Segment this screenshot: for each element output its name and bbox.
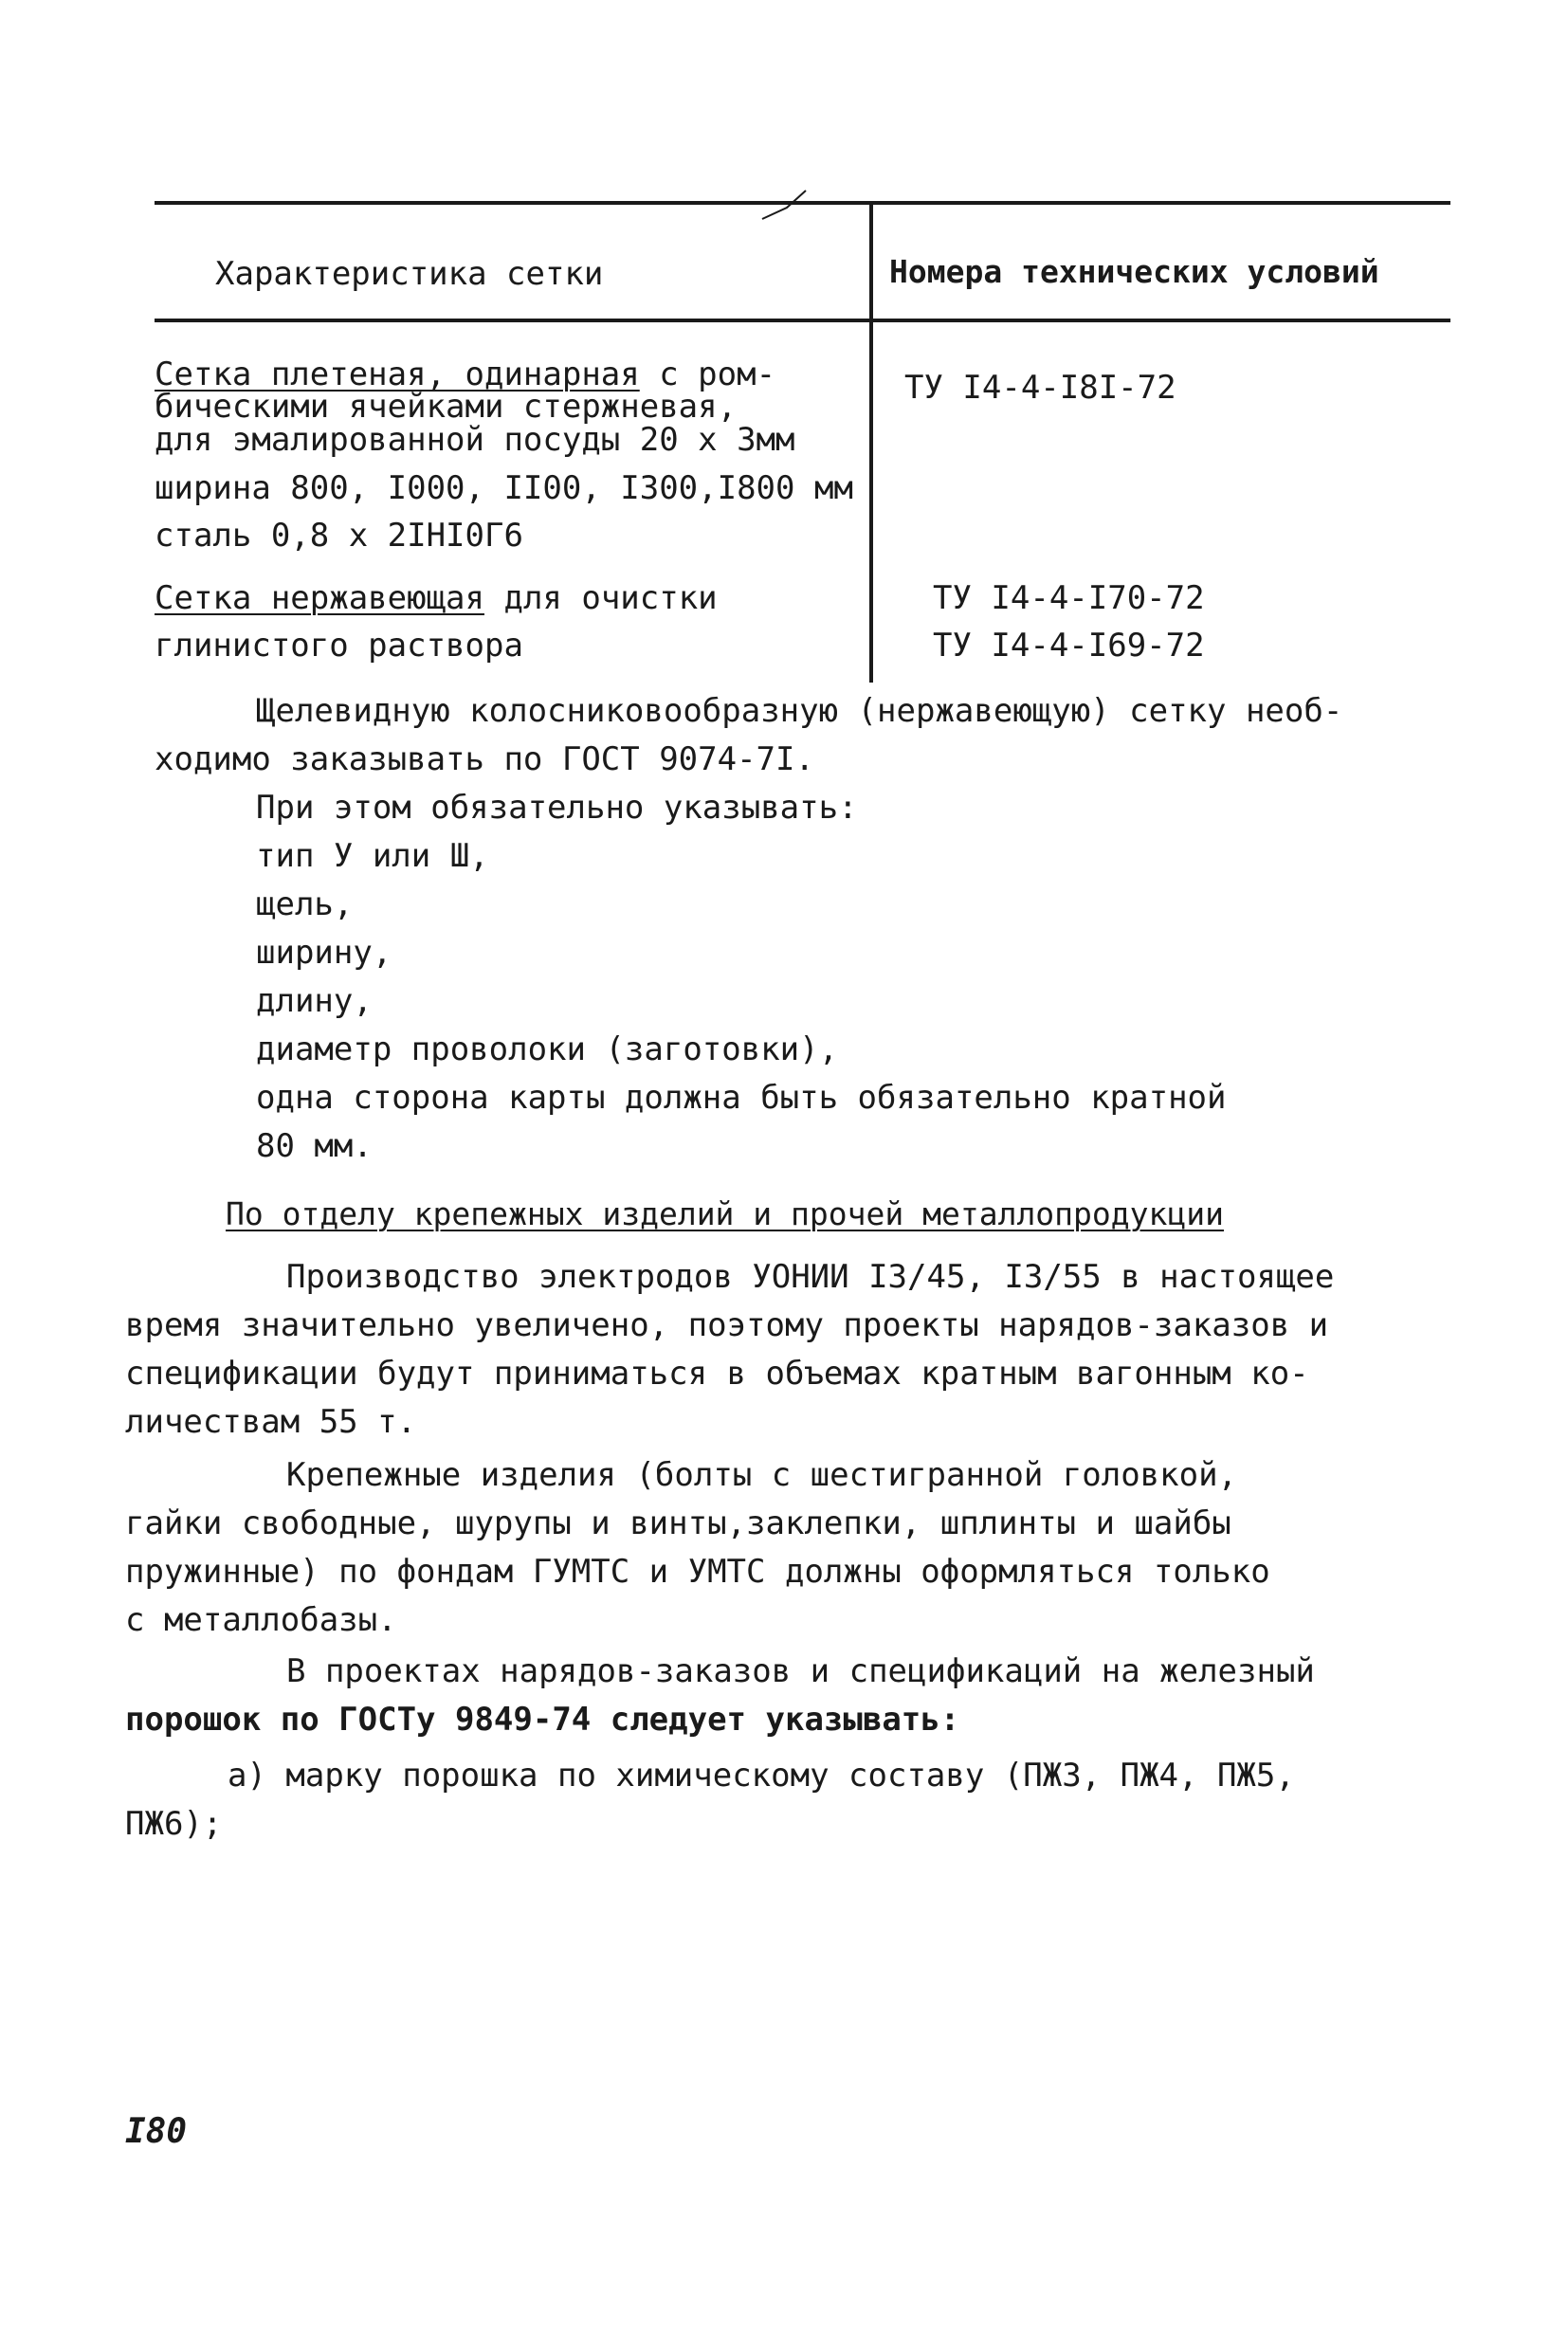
para2-line2: время значительно увеличено, поэтому проекты нарядов-заказов и — [125, 1306, 1329, 1344]
section-heading: По отделу крепежных изделий и прочей металлопродукции — [226, 1195, 1224, 1232]
row2-line2: глинистого раствора — [155, 627, 523, 665]
list-item: ширину, — [256, 934, 392, 972]
row1-underlined-name: Сетка плетеная, одинарная — [155, 355, 640, 393]
list-item: 80 мм. — [256, 1127, 373, 1165]
para3-line3: пружинные) по фондам ГУМТС и УМТС должны оформляться только — [125, 1553, 1270, 1591]
row1-line5: сталь 0,8 х 2IHI0Г6 — [155, 517, 523, 555]
row1-line1 — [155, 355, 776, 393]
row1-line4: ширина 800, I000, II00, I300,I800 мм — [155, 469, 853, 507]
para2-line1: Производство электродов УОНИИ I3/45, I3/55 в настоящее — [286, 1258, 1335, 1296]
list-item: тип У или Ш, — [256, 837, 489, 875]
para3-line4: с металлобазы. — [125, 1601, 397, 1639]
row2-line1-rest: для очистки — [484, 579, 718, 617]
row1-line2: бическими ячейками стержневая, — [155, 388, 738, 426]
table-header-rule — [155, 319, 1450, 322]
row2-tu1: ТУ I4-4-I70-72 — [933, 579, 1205, 617]
list-item: диаметр проволоки (заготовки), — [256, 1030, 839, 1068]
para4-line1: В проектах нарядов-заказов и спецификаций на железный — [286, 1652, 1315, 1690]
list-item: длину, — [256, 982, 373, 1020]
list-item: одна сторона карты должна быть обязательно кратной — [256, 1079, 1227, 1117]
row2-tu2: ТУ I4-4-I69-72 — [933, 627, 1205, 665]
table-header-characteristic: Характеристика сетки — [215, 255, 604, 293]
table-header-tu-numbers: Номера технических условий — [889, 253, 1379, 290]
page-number: I80 — [125, 2112, 188, 2151]
para2-line3: спецификации будут приниматься в объемах кратным вагонным ко- — [125, 1355, 1309, 1393]
table-column-divider — [869, 203, 873, 683]
row1-line3: для эмалированной посуды 20 х 3мм — [155, 421, 795, 459]
pencil-mark — [758, 185, 815, 223]
row1-tu: ТУ I4-4-I8I-72 — [904, 369, 1176, 407]
para3-line2: гайки свободные, шурупы и винты,заклепки, шплинты и шайбы — [125, 1504, 1231, 1542]
list-item: щель, — [256, 885, 354, 923]
list-intro: При этом обязательно указывать: — [256, 789, 858, 827]
row2-line1 — [155, 579, 718, 617]
row1-line1-rest: с ром- — [639, 355, 776, 393]
row2-underlined-name: Сетка нержавеющая — [155, 579, 484, 617]
para1-line2: ходимо заказывать по ГОСТ 9074-7I. — [155, 740, 814, 778]
item-a-line1: а) марку порошка по химическому составу (ПЖ3, ПЖ4, ПЖ5, — [228, 1757, 1295, 1795]
para4-line2: порошок по ГОСТу 9849-74 следует указывать: — [125, 1701, 960, 1739]
para1-line1: Щелевидную колосниковообразную (нержавеющую) сетку необ- — [256, 692, 1343, 730]
para2-line4: личествам 55 т. — [125, 1403, 417, 1441]
item-a-line2: ПЖ6); — [125, 1805, 223, 1843]
para3-line1: Крепежные изделия (болты с шестигранной головкой, — [286, 1456, 1238, 1494]
